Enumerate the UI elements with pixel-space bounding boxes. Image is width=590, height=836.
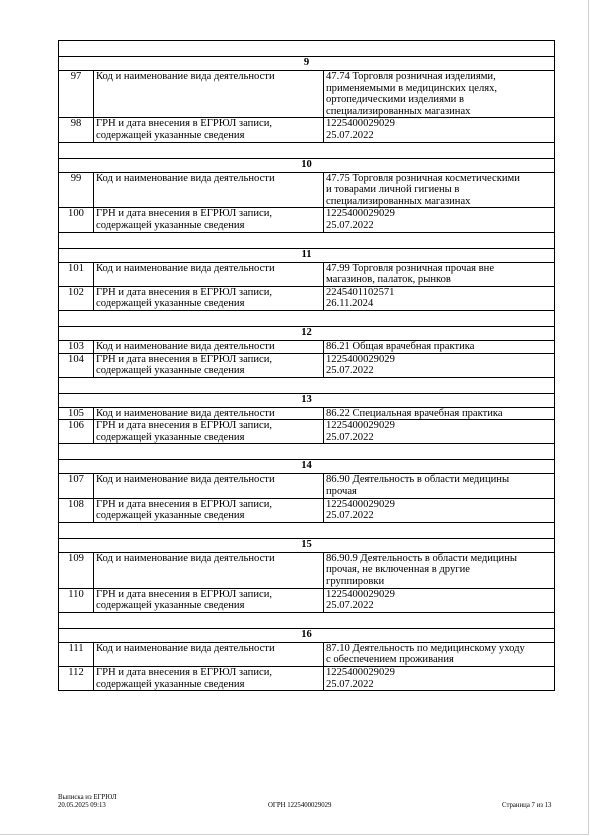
table-row bbox=[59, 552, 555, 588]
field-label-line: содержащей указанные сведения bbox=[96, 298, 245, 310]
table-row bbox=[59, 642, 555, 666]
table-row bbox=[59, 208, 555, 232]
field-value-line: применяемыми в медицинских целях, bbox=[326, 82, 498, 94]
row-number: 101 bbox=[59, 262, 94, 286]
spacer-cell bbox=[59, 522, 555, 538]
field-label-line: содержащей указанные сведения bbox=[96, 365, 245, 377]
spacer-cell bbox=[59, 142, 555, 158]
row-number: 103 bbox=[59, 340, 94, 353]
row-number: 105 bbox=[59, 407, 94, 420]
field-value-line: 1225400029029 bbox=[326, 208, 395, 220]
field-label-line: Код и наименование вида деятельности bbox=[96, 262, 275, 274]
field-label-line: ГРН и дата внесения в ЕГРЮЛ записи, bbox=[96, 118, 273, 130]
field-value-line: 86.90 Деятельность в области медицины bbox=[326, 474, 510, 486]
section-number: 15 bbox=[59, 538, 555, 552]
table-row bbox=[59, 498, 555, 522]
field-value-line: 1225400029029 bbox=[326, 588, 395, 600]
field-label-line: Код и наименование вида деятельности bbox=[96, 407, 275, 419]
field-value-line: ортопедическими изделиями в bbox=[326, 94, 464, 106]
field-label bbox=[94, 498, 324, 522]
section-header-row bbox=[59, 326, 555, 340]
field-value bbox=[324, 208, 555, 232]
table-row bbox=[59, 262, 555, 286]
field-value bbox=[324, 262, 555, 286]
section-header-row bbox=[59, 393, 555, 407]
row-number: 106 bbox=[59, 420, 94, 444]
field-label bbox=[94, 353, 324, 377]
field-value-line: и товарами личной гигиены в bbox=[326, 184, 460, 196]
spacer-row bbox=[59, 444, 555, 460]
field-label-line: Код и наименование вида деятельности bbox=[96, 172, 275, 184]
field-value-line: 47.74 Торговля розничная изделиями, bbox=[326, 71, 496, 82]
field-value-line: 1225400029029 bbox=[326, 420, 395, 432]
spacer-cell bbox=[59, 612, 555, 628]
field-value bbox=[324, 172, 555, 208]
field-value-line: 2245401102571 bbox=[326, 286, 395, 298]
table-row bbox=[59, 407, 555, 420]
table-row bbox=[59, 286, 555, 310]
field-label bbox=[94, 474, 324, 498]
field-value bbox=[324, 340, 555, 353]
field-label-line: ГРН и дата внесения в ЕГРЮЛ записи, bbox=[96, 498, 273, 510]
field-label bbox=[94, 262, 324, 286]
spacer-row bbox=[59, 41, 555, 57]
field-value bbox=[324, 420, 555, 444]
field-value bbox=[324, 498, 555, 522]
spacer-row bbox=[59, 310, 555, 326]
field-value-line: магазинов, палаток, рынков bbox=[326, 274, 451, 286]
egrul-table bbox=[58, 40, 555, 691]
section-header-row bbox=[59, 628, 555, 642]
field-value-line: 1225400029029 bbox=[326, 353, 395, 365]
field-value-line: 25.07.2022 bbox=[326, 431, 374, 443]
field-value-line: 25.07.2022 bbox=[326, 129, 374, 141]
spacer-cell bbox=[59, 444, 555, 460]
row-number: 104 bbox=[59, 353, 94, 377]
field-label bbox=[94, 588, 324, 612]
section-header-row bbox=[59, 538, 555, 552]
footer-left bbox=[58, 794, 116, 810]
field-value-line: 47.99 Торговля розничная прочая вне bbox=[326, 262, 495, 274]
footer-ogrn: ОГРН 1225400029029 bbox=[268, 802, 332, 809]
spacer-cell bbox=[59, 41, 555, 57]
spacer-cell bbox=[59, 232, 555, 248]
footer-doc-title: Выписка из ЕГРЮЛ bbox=[58, 794, 117, 801]
section-number: 16 bbox=[59, 628, 555, 642]
field-value bbox=[324, 642, 555, 666]
section-number: 13 bbox=[59, 393, 555, 407]
field-value-line: прочая, не включенная в другие bbox=[326, 564, 470, 576]
field-label-line: Код и наименование вида деятельности bbox=[96, 642, 275, 654]
table-row bbox=[59, 118, 555, 142]
field-label bbox=[94, 71, 324, 118]
section-number: 14 bbox=[59, 460, 555, 474]
field-value bbox=[324, 407, 555, 420]
spacer-cell bbox=[59, 377, 555, 393]
table-body bbox=[59, 41, 555, 691]
field-label-line: ГРН и дата внесения в ЕГРЮЛ записи, bbox=[96, 667, 273, 678]
field-value-line: 25.07.2022 bbox=[326, 365, 374, 377]
table-row bbox=[59, 353, 555, 377]
section-header-row bbox=[59, 57, 555, 71]
field-label bbox=[94, 667, 324, 691]
row-number: 108 bbox=[59, 498, 94, 522]
field-value bbox=[324, 588, 555, 612]
field-label bbox=[94, 407, 324, 420]
footer-datetime: 20.05.2025 09:13 bbox=[58, 802, 106, 809]
field-label-line: Код и наименование вида деятельности bbox=[96, 340, 275, 352]
row-number: 97 bbox=[59, 71, 94, 118]
field-value-line: 86.21 Общая врачебная практика bbox=[326, 340, 475, 352]
field-value-line: прочая bbox=[326, 486, 357, 498]
field-label-line: Код и наименование вида деятельности bbox=[96, 552, 275, 564]
field-value-line: группировки bbox=[326, 576, 385, 588]
field-value bbox=[324, 667, 555, 691]
section-number: 9 bbox=[59, 57, 555, 71]
field-value-line: специализированных магазинах bbox=[326, 195, 471, 207]
field-value bbox=[324, 474, 555, 498]
table-row bbox=[59, 420, 555, 444]
table-row bbox=[59, 172, 555, 208]
section-header-row bbox=[59, 460, 555, 474]
spacer-row bbox=[59, 142, 555, 158]
field-label bbox=[94, 420, 324, 444]
row-number: 99 bbox=[59, 172, 94, 208]
section-number: 11 bbox=[59, 248, 555, 262]
field-label-line: Код и наименование вида деятельности bbox=[96, 71, 275, 82]
field-label bbox=[94, 552, 324, 588]
row-number: 112 bbox=[59, 667, 94, 691]
field-label bbox=[94, 172, 324, 208]
field-label bbox=[94, 118, 324, 142]
field-value-line: специализированных магазинах bbox=[326, 105, 471, 117]
table-row bbox=[59, 474, 555, 498]
field-value-line: 25.07.2022 bbox=[326, 600, 374, 612]
field-value-line: 25.07.2022 bbox=[326, 678, 374, 690]
field-value-line: 1225400029029 bbox=[326, 118, 395, 130]
field-value bbox=[324, 353, 555, 377]
field-label-line: ГРН и дата внесения в ЕГРЮЛ записи, bbox=[96, 353, 273, 365]
field-label-line: ГРН и дата внесения в ЕГРЮЛ записи, bbox=[96, 588, 273, 600]
row-number: 102 bbox=[59, 286, 94, 310]
field-value-line: 47.75 Торговля розничная косметическими bbox=[326, 172, 520, 184]
field-value-line: 25.07.2022 bbox=[326, 510, 374, 522]
field-label-line: содержащей указанные сведения bbox=[96, 678, 245, 690]
field-label-line: Код и наименование вида деятельности bbox=[96, 474, 275, 486]
spacer-cell bbox=[59, 310, 555, 326]
field-label-line: ГРН и дата внесения в ЕГРЮЛ записи, bbox=[96, 420, 273, 432]
row-number: 111 bbox=[59, 642, 94, 666]
row-number: 110 bbox=[59, 588, 94, 612]
table-row bbox=[59, 340, 555, 353]
field-label-line: содержащей указанные сведения bbox=[96, 600, 245, 612]
field-label-line: ГРН и дата внесения в ЕГРЮЛ записи, bbox=[96, 208, 273, 220]
field-value-line: с обеспечением проживания bbox=[326, 654, 454, 666]
section-header-row bbox=[59, 158, 555, 172]
spacer-row bbox=[59, 377, 555, 393]
field-value bbox=[324, 118, 555, 142]
field-value-line: 86.90.9 Деятельность в области медицины bbox=[326, 552, 518, 564]
footer-page-number: Страница 7 из 13 bbox=[502, 802, 552, 809]
field-label-line: содержащей указанные сведения bbox=[96, 129, 245, 141]
field-label-line: содержащей указанные сведения bbox=[96, 219, 245, 231]
field-value bbox=[324, 71, 555, 118]
spacer-row bbox=[59, 522, 555, 538]
spacer-row bbox=[59, 232, 555, 248]
table-row bbox=[59, 71, 555, 118]
field-value-line: 1225400029029 bbox=[326, 667, 395, 678]
row-number: 109 bbox=[59, 552, 94, 588]
table-row bbox=[59, 667, 555, 691]
spacer-row bbox=[59, 612, 555, 628]
field-label bbox=[94, 340, 324, 353]
row-number: 107 bbox=[59, 474, 94, 498]
field-label-line: ГРН и дата внесения в ЕГРЮЛ записи, bbox=[96, 286, 273, 298]
section-header-row bbox=[59, 248, 555, 262]
field-value bbox=[324, 552, 555, 588]
row-number: 98 bbox=[59, 118, 94, 142]
field-value-line: 1225400029029 bbox=[326, 498, 395, 510]
field-label bbox=[94, 642, 324, 666]
field-label bbox=[94, 208, 324, 232]
field-label bbox=[94, 286, 324, 310]
field-value-line: 86.22 Специальная врачебная практика bbox=[326, 407, 503, 419]
section-number: 10 bbox=[59, 158, 555, 172]
field-value-line: 26.11.2024 bbox=[326, 298, 374, 310]
field-label-line: содержащей указанные сведения bbox=[96, 431, 245, 443]
section-number: 12 bbox=[59, 326, 555, 340]
field-value-line: 87.10 Деятельность по медицинскому уходу bbox=[326, 642, 525, 654]
row-number: 100 bbox=[59, 208, 94, 232]
field-value-line: 25.07.2022 bbox=[326, 219, 374, 231]
table-row bbox=[59, 588, 555, 612]
field-label-line: содержащей указанные сведения bbox=[96, 510, 245, 522]
field-value bbox=[324, 286, 555, 310]
